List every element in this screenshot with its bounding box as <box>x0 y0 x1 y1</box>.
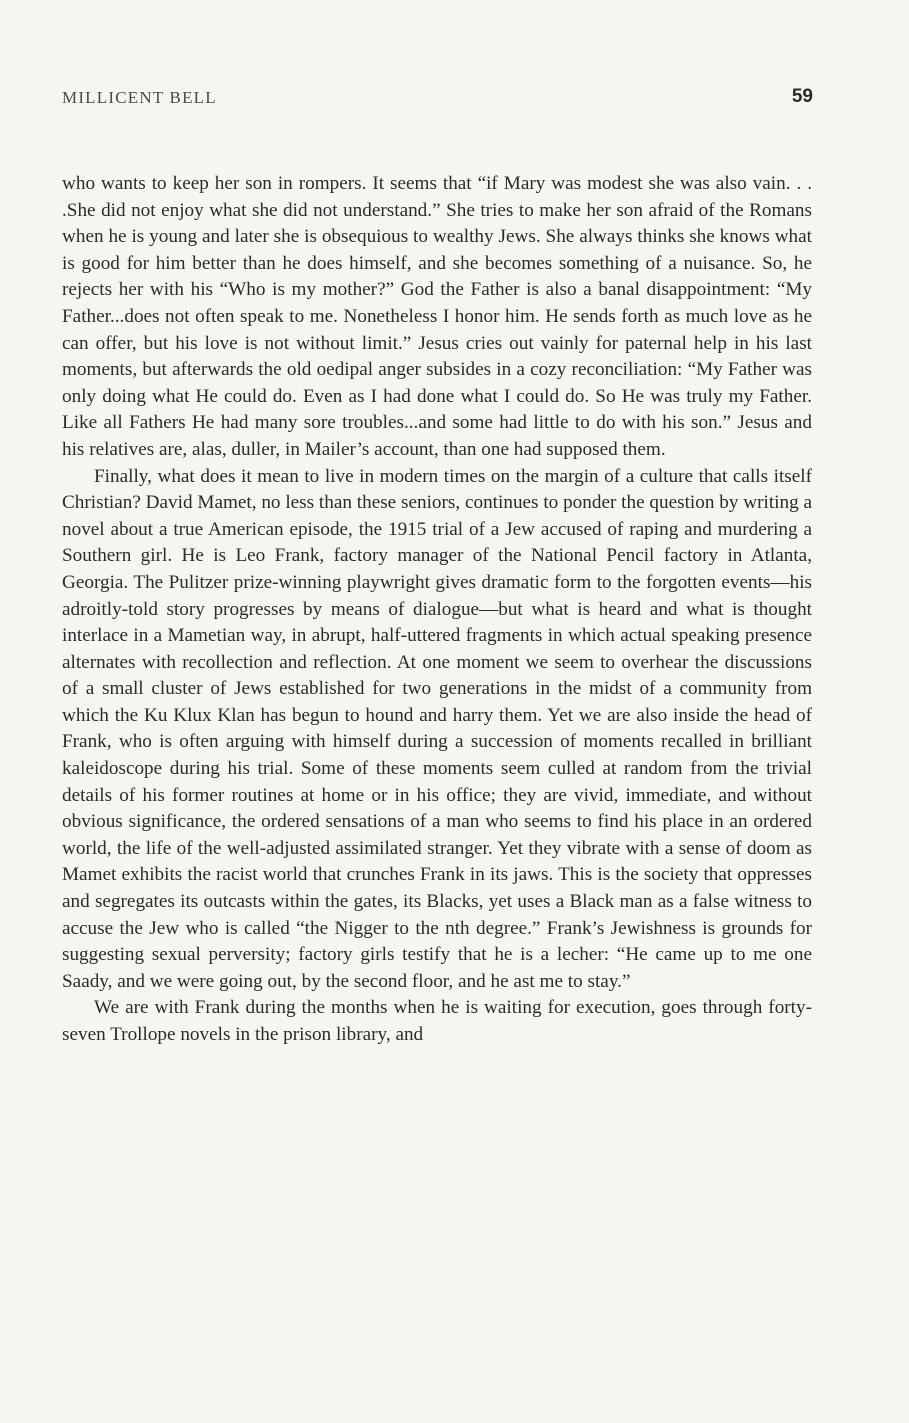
paragraph: We are with Frank during the months when he is waiting for execution, goes through forty-seven Trollope novels in the prison library, and <box>62 997 812 1045</box>
body-text <box>62 171 812 1049</box>
running-head: MILLICENT BELL <box>62 88 217 107</box>
page-number: 59 <box>791 86 813 107</box>
paragraph: Finally, what does it mean to live in modern times on the margin of a culture that calls itself Christian? David Mamet, no less than these seniors, continues to ponder the question by writing a novel about a true American episode, the 1915 trial of a Jew accused of raping and murdering a Southern girl. He is Leo Frank, factory manager of the National Pencil factory in Atlanta, Georgia. The Pulitzer prize-winning playwright gives dramatic form to the forgotten events—his adroitly-told story progresses by means of dialogue—but what is heard and what is thought interlace in a Mametian way, in abrupt, half-uttered fragments in which actual speaking presence alternates with recollection and reflection. At one moment we seem to overhear the discussions of a small cluster of Jews established for two generations in the midst of a community from which the Ku Klux Klan has begun to hound and harry them. Yet we are also inside the head of Frank, who is often arguing with himself during a succession of moments recalled in brilliant kaleidoscope during his trial. Some of these moments seem culled at random from the trivial details of his former routines at home or in his office; they are vivid, immediate, and without obvious significance, the ordered sensations of a man who seems to find his place in an ordered world, the life of the well-adjusted assimilated stranger. Yet they vibrate with a sense of doom as Mamet exhibits the racist world that crunches Frank in its jaws. This is the society that oppresses and segregates its outcasts within the gates, its Blacks, yet uses a Black man as a false witness to accuse the Jew who is called “the Nigger to the nth degree.” Frank’s Jewishness is grounds for suggesting sexual perversity; factory girls testify that he is a lecher: “He came up to me one Saady, and we were going out, by the second floor, and he ast me to stay.” <box>62 465 812 992</box>
page-header <box>62 88 813 118</box>
paragraph: who wants to keep her son in rompers. It seems that “if Mary was modest she was also vain. . . .She did not enjoy what she did not understand.” She tries to make her son afraid of the Romans when he is young and later she is obsequious to wealthy Jews. She always thinks she knows what is good for him better than he does himself, and she becomes something of a nuisance. So, he rejects her with his “Who is my mother?” God the Father is also a banal disappointment: “My Father...does not often speak to me. Nonetheless I honor him. He sends forth as much love as he can offer, but his love is not without limit.” Jesus cries out vainly for paternal help in his last moments, but afterwards the old oedipal anger subsides in a cozy reconciliation: “My Father was only doing what He could do. Even as I had done what I could do. So He was truly my Father. Like all Fathers He had many sore troubles...and some had little to do with his son.” Jesus and his relatives are, alas, duller, in Mailer’s account, than one had supposed them. <box>62 173 812 460</box>
